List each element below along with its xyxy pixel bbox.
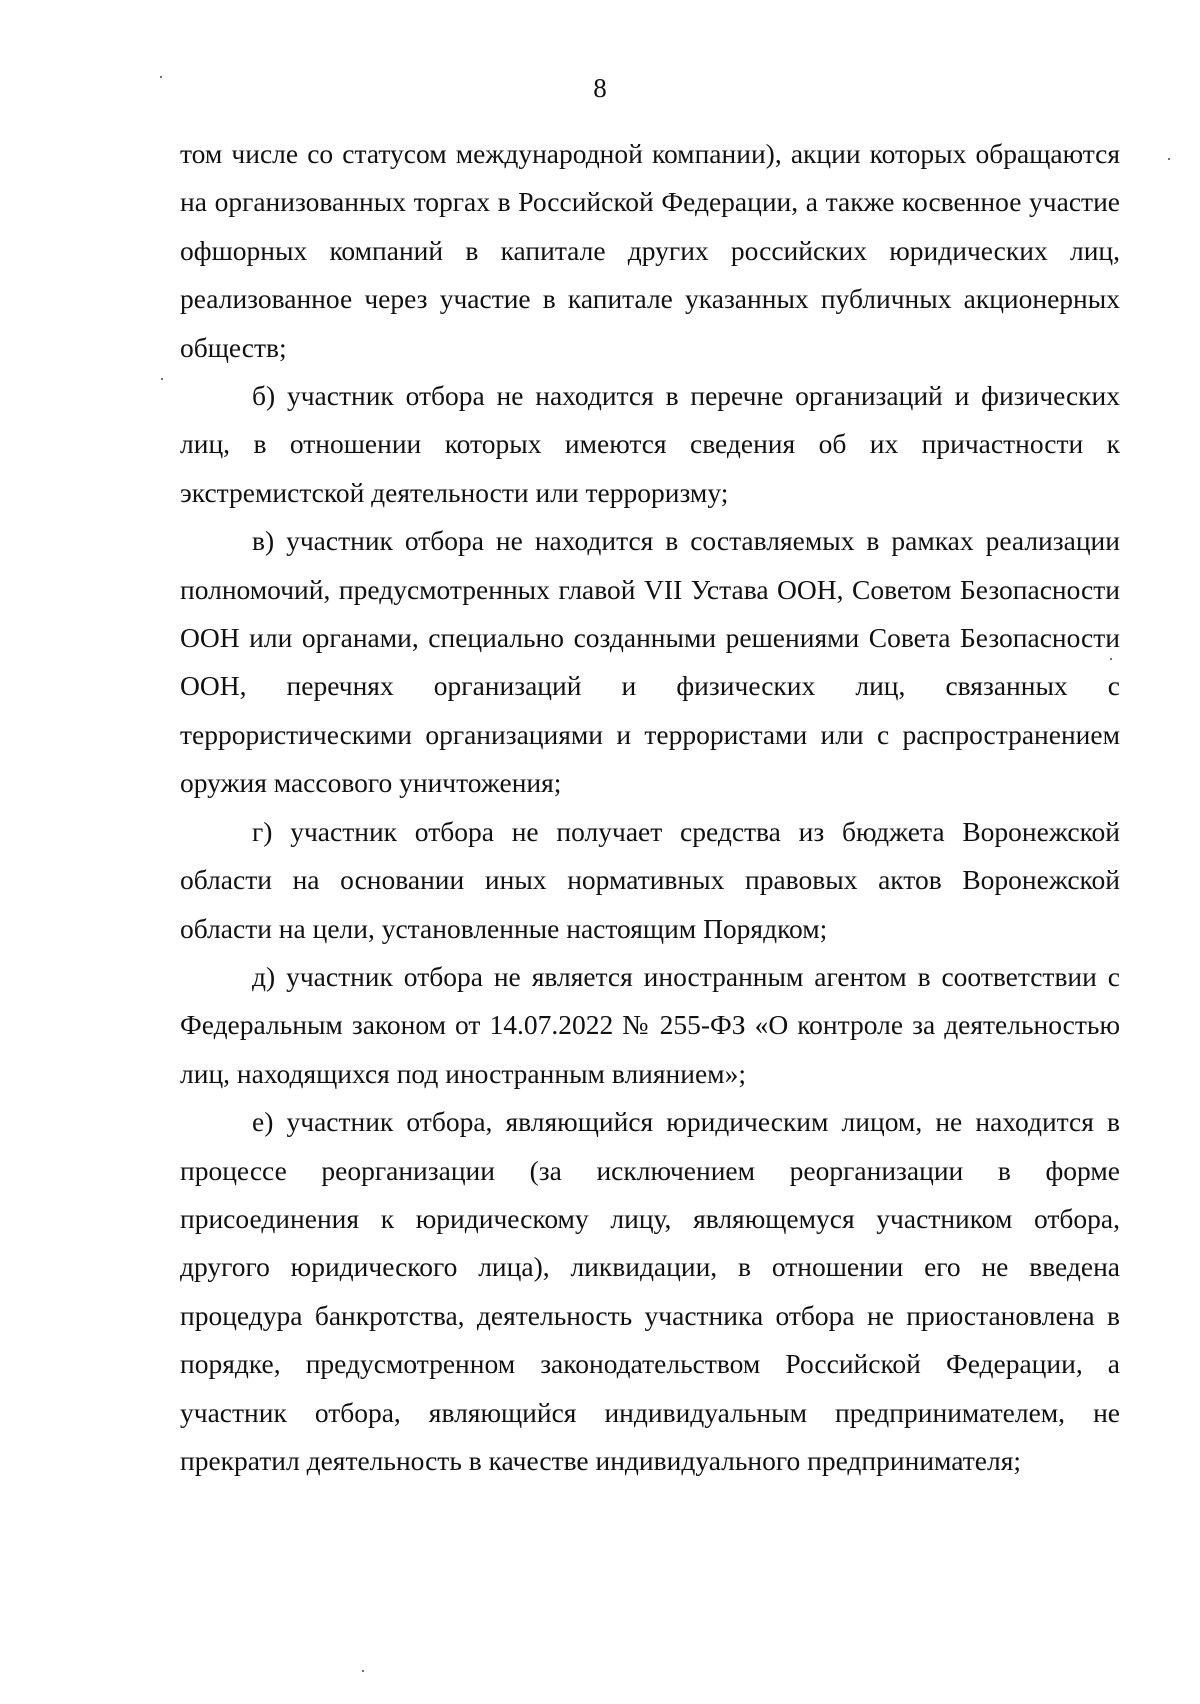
document-body [180, 130, 1120, 1485]
scan-speck [1110, 658, 1112, 660]
paragraph-item-v: в) участник отбора не находится в составляемых в рамках реализации полномочий, предусмотренных главой VII Устава ООН, Советом Безопасности ООН или органами, специально созданными решениями Совета Безопасности ООН, перечнях организаций и физических лиц, связанных с террористическими организациями и террористами или с распространением оружия массового уничтожения; [180, 525, 1120, 799]
scan-speck [362, 1670, 364, 1672]
scan-speck [160, 76, 162, 78]
paragraph-item-b: б) участник отбора не находится в перечне организаций и физических лиц, в отношении которых имеются сведения об их причастности к экстремистской деятельности или терроризму; [180, 380, 1120, 508]
paragraph-continuation: том числе со статусом международной компании), акции которых обращаются на организованных торгах в Российской Федерации, а также косвенное участие офшорных компаний в капитале других российских юридических лиц, реализованное через участие в капитале указанных публичных акционерных обществ; [180, 138, 1120, 363]
scan-speck [1168, 158, 1170, 160]
paragraph-item-d: д) участник отбора не является иностранным агентом в соответствии с Федеральным законом от 14.07.2022 № 255-ФЗ «О контроле за деятельностью лиц, находящихся под иностранным влиянием»; [180, 960, 1120, 1089]
paragraph-item-e: е) участник отбора, являющийся юридическим лицом, не находится в процессе реорганизации (за исключением реорганизации в форме присоединения к юридическому лицу, являющемуся участником отбора, другого юридического лица), ликвидации, в отношении его не введена процедура банкротства, деятельность участника отбора не приостановлена в порядке, предусмотренном законодательством Российской Федерации, а участник отбора, являющийся индивидуальным предпринимателем, не прекратил деятельность в качестве индивидуального предпринимателя; [180, 1106, 1120, 1476]
paragraph-item-g: г) участник отбора не получает средства из бюджета Воронежской области на основании иных нормативных правовых актов Воронежской области на цели, установленные настоящим Порядком; [180, 815, 1120, 944]
scan-speck [161, 378, 163, 380]
page-number: 8 [593, 73, 607, 103]
